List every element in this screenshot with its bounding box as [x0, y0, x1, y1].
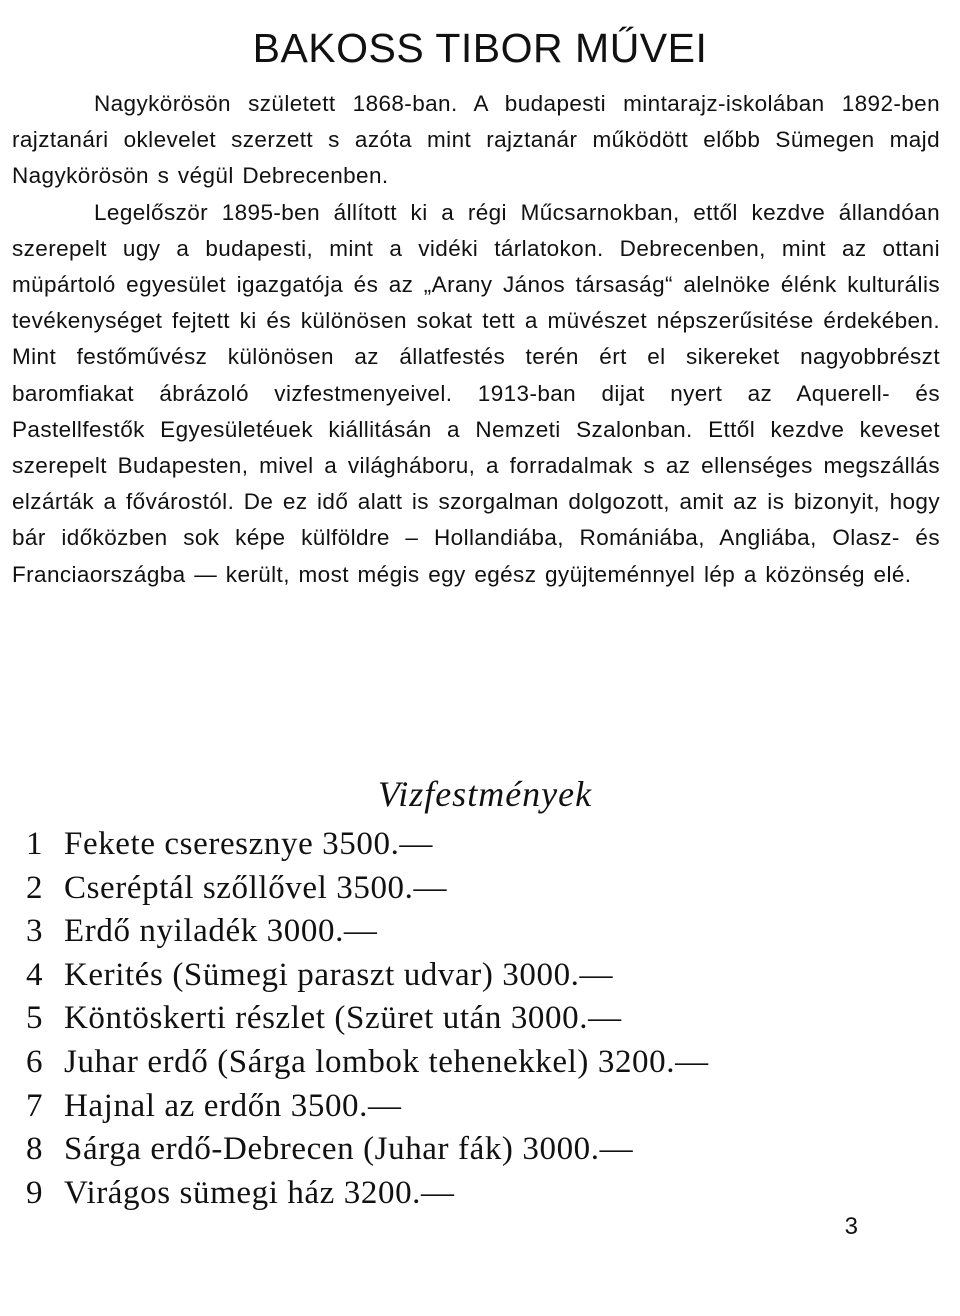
- work-entry: Erdő nyiladék 3000.—: [64, 913, 378, 950]
- work-number: 5: [26, 1000, 44, 1037]
- page-title: BAKOSS TIBOR MŰVEI: [252, 25, 708, 71]
- work-entry: Juhar erdő (Sárga lombok tehenekkel) 3200.—: [64, 1043, 709, 1080]
- work-number: 6: [26, 1043, 44, 1080]
- work-number: 8: [26, 1131, 44, 1168]
- list-item: [26, 954, 709, 998]
- bio-paragraph: Nagykörösön született 1868-ban. A budapesti mintarajz-iskolában 1892-ben rajztanári oklevelet szerzett s azóta mint rajztanár működött előbb Sümegen majd Nagykörösön s végül Debrecenben.: [12, 91, 940, 189]
- section-title: Vizfestmények: [377, 774, 593, 814]
- page-number: 3: [844, 1213, 858, 1240]
- work-number: 3: [26, 913, 44, 950]
- list-item: [26, 1172, 709, 1216]
- list-item: [26, 910, 709, 954]
- works-list: [26, 823, 709, 1215]
- work-entry: Hajnal az erdőn 3500.—: [64, 1087, 402, 1124]
- work-entry: Kerités (Sümegi paraszt udvar) 3000.—: [64, 956, 614, 993]
- work-entry: Virágos sümegi ház 3200.—: [64, 1174, 455, 1211]
- list-item: [26, 1128, 709, 1172]
- work-number: 4: [26, 956, 44, 993]
- list-item: [26, 823, 709, 867]
- biography-text: [12, 86, 940, 593]
- work-number: 2: [26, 869, 44, 906]
- work-entry: Köntöskerti részlet (Szüret után 3000.—: [64, 1000, 622, 1037]
- list-item: [26, 867, 709, 911]
- list-item: [26, 1085, 709, 1129]
- work-entry: Sárga erdő-Debrecen (Juhar fák) 3000.—: [64, 1131, 634, 1168]
- work-number: 1: [26, 826, 44, 862]
- work-number: 7: [26, 1087, 44, 1124]
- list-item: [26, 1041, 709, 1085]
- list-item: [26, 997, 709, 1041]
- work-number: 9: [26, 1174, 44, 1211]
- work-entry: Fekete cseresznye 3500.—: [64, 826, 434, 862]
- bio-paragraph: Legelőször 1895-ben állított ki a régi Műcsarnokban, ettől kezdve állandóan szerepelt ugy a budapesti, mint a vidéki tárlatokon. Debrecenben, mint az ottani müpártoló egyesület igazgatója és az „Arany János társaság“ alelnöke élénk kulturális tevékenységet fejtett ki és különösen sokat tett a müvészet népszerűsitése érdekében. Mint festőművész különösen az állatfestés terén ért el sikereket nagyobbrészt baromfiakat ábrázoló vizfestmenyeivel. 1913-ban dijat nyert az Aquerell- és Pastellfestők Egyesületéuek kiállitásán a Nemzeti Szalonban. Ettől kezdve keveset szerepelt Budapesten, mivel a világháboru, a forradalmak s az ellenséges megszállás elzárták a fővárostól. De ez idő alatt is szorgalman dolgozott, amit az is bizonyit, hogy bár időközben sok képe külföldre – Hollandiába, Romániába, Angliába, Olasz- és Franciaországba — került, most mégis egy egész gyüjteménnyel lép a közönség elé.: [12, 199, 940, 587]
- work-entry: Cseréptál szőllővel 3500.—: [64, 869, 448, 906]
